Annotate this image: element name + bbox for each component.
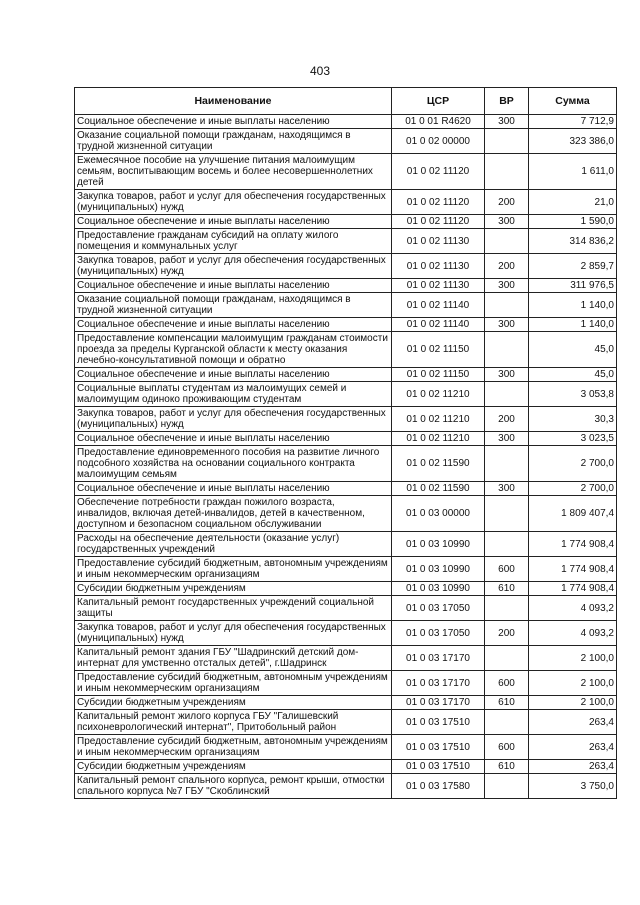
cell-sum: 2 100,0 xyxy=(529,646,617,671)
table-row xyxy=(75,129,617,154)
cell-name: Капитальный ремонт здания ГБУ "Шадринский детский дом-интернат для умственно отсталых детей", г.Шадринск xyxy=(75,646,392,671)
cell-name: Закупка товаров, работ и услуг для обеспечения государственных (муниципальных) нужд xyxy=(75,254,392,279)
cell-sum: 1 774 908,4 xyxy=(529,532,617,557)
budget-table xyxy=(74,87,617,799)
cell-csr: 01 0 02 11120 xyxy=(392,215,485,229)
cell-vr xyxy=(485,382,529,407)
table-header-row xyxy=(75,88,617,115)
cell-csr: 01 0 03 17510 xyxy=(392,760,485,774)
cell-sum: 30,3 xyxy=(529,407,617,432)
cell-csr: 01 0 02 11210 xyxy=(392,432,485,446)
cell-vr xyxy=(485,596,529,621)
cell-csr: 01 0 02 11210 xyxy=(392,382,485,407)
cell-csr: 01 0 02 11140 xyxy=(392,318,485,332)
cell-name: Социальное обеспечение и иные выплаты населению xyxy=(75,318,392,332)
cell-sum: 2 700,0 xyxy=(529,482,617,496)
cell-csr: 01 0 03 00000 xyxy=(392,496,485,532)
table-row xyxy=(75,190,617,215)
cell-vr: 600 xyxy=(485,671,529,696)
cell-sum: 3 053,8 xyxy=(529,382,617,407)
cell-sum: 4 093,2 xyxy=(529,596,617,621)
cell-csr: 01 0 03 17170 xyxy=(392,696,485,710)
cell-sum: 314 836,2 xyxy=(529,229,617,254)
cell-name: Закупка товаров, работ и услуг для обеспечения государственных (муниципальных) нужд xyxy=(75,190,392,215)
cell-name: Предоставление компенсации малоимущим гражданам стоимости проезда за пределы Курганской области к месту оказания лечебно-консультативной помощи и обратно xyxy=(75,332,392,368)
cell-name: Предоставление субсидий бюджетным, автономным учреждениям и иным некоммерческим организациям xyxy=(75,671,392,696)
table-row xyxy=(75,318,617,332)
cell-sum: 263,4 xyxy=(529,735,617,760)
cell-sum: 45,0 xyxy=(529,368,617,382)
cell-sum: 1 140,0 xyxy=(529,293,617,318)
cell-vr: 300 xyxy=(485,318,529,332)
cell-vr xyxy=(485,129,529,154)
table-row xyxy=(75,774,617,799)
cell-csr: 01 0 02 11140 xyxy=(392,293,485,318)
table-row xyxy=(75,557,617,582)
cell-name: Предоставление субсидий бюджетным, автономным учреждениям и иным некоммерческим организациям xyxy=(75,557,392,582)
cell-vr: 300 xyxy=(485,432,529,446)
cell-csr: 01 0 03 17050 xyxy=(392,621,485,646)
table-row xyxy=(75,254,617,279)
cell-sum: 1 809 407,4 xyxy=(529,496,617,532)
cell-name: Социальное обеспечение и иные выплаты населению xyxy=(75,215,392,229)
cell-sum: 45,0 xyxy=(529,332,617,368)
cell-vr xyxy=(485,496,529,532)
cell-sum: 1 590,0 xyxy=(529,215,617,229)
cell-csr: 01 0 02 11590 xyxy=(392,482,485,496)
cell-sum: 1 140,0 xyxy=(529,318,617,332)
table-row xyxy=(75,279,617,293)
cell-name: Капитальный ремонт государственных учреждений социальной защиты xyxy=(75,596,392,621)
table-row xyxy=(75,710,617,735)
cell-name: Обеспечение потребности граждан пожилого возраста, инвалидов, включая детей-инвалидов, детей в качественном, доступном и безопасном социальном обслуживании xyxy=(75,496,392,532)
table-row xyxy=(75,760,617,774)
cell-csr: 01 0 02 11210 xyxy=(392,407,485,432)
cell-name: Предоставление субсидий бюджетным, автономным учреждениям и иным некоммерческим организациям xyxy=(75,735,392,760)
cell-name: Социальное обеспечение и иные выплаты населению xyxy=(75,368,392,382)
cell-vr xyxy=(485,446,529,482)
cell-csr: 01 0 03 10990 xyxy=(392,557,485,582)
cell-vr: 300 xyxy=(485,115,529,129)
cell-vr: 610 xyxy=(485,696,529,710)
cell-name: Социальное обеспечение и иные выплаты населению xyxy=(75,432,392,446)
cell-sum: 2 100,0 xyxy=(529,671,617,696)
cell-csr: 01 0 03 17510 xyxy=(392,710,485,735)
cell-csr: 01 0 02 11120 xyxy=(392,190,485,215)
cell-csr: 01 0 02 00000 xyxy=(392,129,485,154)
cell-name: Оказание социальной помощи гражданам, находящимся в трудной жизненной ситуации xyxy=(75,293,392,318)
table-row xyxy=(75,621,617,646)
cell-sum: 2 700,0 xyxy=(529,446,617,482)
cell-name: Социальные выплаты студентам из малоимущих семей и малоимущим одиноко проживающим студентам xyxy=(75,382,392,407)
cell-vr xyxy=(485,154,529,190)
cell-csr: 01 0 02 11130 xyxy=(392,254,485,279)
page-number: 403 xyxy=(309,64,331,78)
table-row xyxy=(75,696,617,710)
cell-name: Социальное обеспечение и иные выплаты населению xyxy=(75,115,392,129)
cell-vr: 200 xyxy=(485,190,529,215)
cell-sum: 3 023,5 xyxy=(529,432,617,446)
table-row xyxy=(75,446,617,482)
cell-sum: 2 100,0 xyxy=(529,696,617,710)
cell-csr: 01 0 02 11130 xyxy=(392,229,485,254)
cell-name: Ежемесячное пособие на улучшение питания малоимущим семьям, воспитывающим восемь и более несовершеннолетних детей xyxy=(75,154,392,190)
cell-vr xyxy=(485,229,529,254)
cell-csr: 01 0 02 11150 xyxy=(392,332,485,368)
cell-csr: 01 0 03 17050 xyxy=(392,596,485,621)
cell-csr: 01 0 03 17170 xyxy=(392,671,485,696)
table-row xyxy=(75,596,617,621)
table-row xyxy=(75,582,617,596)
cell-vr: 200 xyxy=(485,621,529,646)
table-body xyxy=(75,115,617,799)
cell-name: Закупка товаров, работ и услуг для обеспечения государственных (муниципальных) нужд xyxy=(75,407,392,432)
cell-csr: 01 0 02 11130 xyxy=(392,279,485,293)
cell-sum: 7 712,9 xyxy=(529,115,617,129)
table-row xyxy=(75,293,617,318)
table-row xyxy=(75,332,617,368)
cell-vr xyxy=(485,646,529,671)
header-name: Наименование xyxy=(75,88,392,115)
header-vr: ВР xyxy=(485,88,529,115)
table-row xyxy=(75,496,617,532)
table-row xyxy=(75,407,617,432)
cell-csr: 01 0 02 11150 xyxy=(392,368,485,382)
cell-csr: 01 0 03 17510 xyxy=(392,735,485,760)
cell-name: Субсидии бюджетным учреждениям xyxy=(75,696,392,710)
table-row xyxy=(75,735,617,760)
table-row xyxy=(75,215,617,229)
table-row xyxy=(75,368,617,382)
cell-sum: 4 093,2 xyxy=(529,621,617,646)
cell-name: Социальное обеспечение и иные выплаты населению xyxy=(75,482,392,496)
cell-name: Предоставление гражданам субсидий на оплату жилого помещения и коммунальных услуг xyxy=(75,229,392,254)
cell-name: Оказание социальной помощи гражданам, находящимся в трудной жизненной ситуации xyxy=(75,129,392,154)
table-row xyxy=(75,382,617,407)
cell-vr xyxy=(485,710,529,735)
cell-sum: 263,4 xyxy=(529,710,617,735)
cell-sum: 3 750,0 xyxy=(529,774,617,799)
table-row xyxy=(75,482,617,496)
cell-vr: 200 xyxy=(485,254,529,279)
table-row xyxy=(75,532,617,557)
cell-vr: 300 xyxy=(485,215,529,229)
cell-vr: 300 xyxy=(485,368,529,382)
cell-sum: 1 774 908,4 xyxy=(529,557,617,582)
cell-sum: 1 774 908,4 xyxy=(529,582,617,596)
cell-sum: 323 386,0 xyxy=(529,129,617,154)
header-sum: Сумма xyxy=(529,88,617,115)
table-row xyxy=(75,671,617,696)
cell-name: Субсидии бюджетным учреждениям xyxy=(75,760,392,774)
cell-vr: 300 xyxy=(485,279,529,293)
cell-vr xyxy=(485,532,529,557)
table-row xyxy=(75,646,617,671)
table-row xyxy=(75,432,617,446)
cell-vr: 600 xyxy=(485,735,529,760)
cell-sum: 1 611,0 xyxy=(529,154,617,190)
cell-name: Субсидии бюджетным учреждениям xyxy=(75,582,392,596)
cell-sum: 311 976,5 xyxy=(529,279,617,293)
cell-vr xyxy=(485,293,529,318)
cell-csr: 01 0 03 10990 xyxy=(392,532,485,557)
cell-vr xyxy=(485,774,529,799)
table-row xyxy=(75,229,617,254)
cell-vr xyxy=(485,332,529,368)
cell-name: Предоставление единовременного пособия на развитие личного подсобного хозяйства на основании социального контракта малоимущим семьям xyxy=(75,446,392,482)
cell-csr: 01 0 01 R4620 xyxy=(392,115,485,129)
cell-csr: 01 0 03 10990 xyxy=(392,582,485,596)
cell-name: Закупка товаров, работ и услуг для обеспечения государственных (муниципальных) нужд xyxy=(75,621,392,646)
cell-vr: 610 xyxy=(485,760,529,774)
cell-name: Социальное обеспечение и иные выплаты населению xyxy=(75,279,392,293)
cell-csr: 01 0 03 17170 xyxy=(392,646,485,671)
cell-name: Капитальный ремонт жилого корпуса ГБУ "Галишевский психоневрологический интернат", Притобольный район xyxy=(75,710,392,735)
cell-sum: 21,0 xyxy=(529,190,617,215)
cell-vr: 300 xyxy=(485,482,529,496)
table-row xyxy=(75,154,617,190)
cell-sum: 2 859,7 xyxy=(529,254,617,279)
header-csr: ЦСР xyxy=(392,88,485,115)
cell-sum: 263,4 xyxy=(529,760,617,774)
table-row xyxy=(75,115,617,129)
cell-vr: 610 xyxy=(485,582,529,596)
cell-vr: 600 xyxy=(485,557,529,582)
cell-vr: 200 xyxy=(485,407,529,432)
cell-name: Расходы на обеспечение деятельности (оказание услуг) государственных учреждений xyxy=(75,532,392,557)
cell-csr: 01 0 03 17580 xyxy=(392,774,485,799)
cell-csr: 01 0 02 11590 xyxy=(392,446,485,482)
cell-name: Капитальный ремонт спального корпуса, ремонт крыши, отмостки спального корпуса №7 ГБУ "Скоблинский xyxy=(75,774,392,799)
cell-csr: 01 0 02 11120 xyxy=(392,154,485,190)
